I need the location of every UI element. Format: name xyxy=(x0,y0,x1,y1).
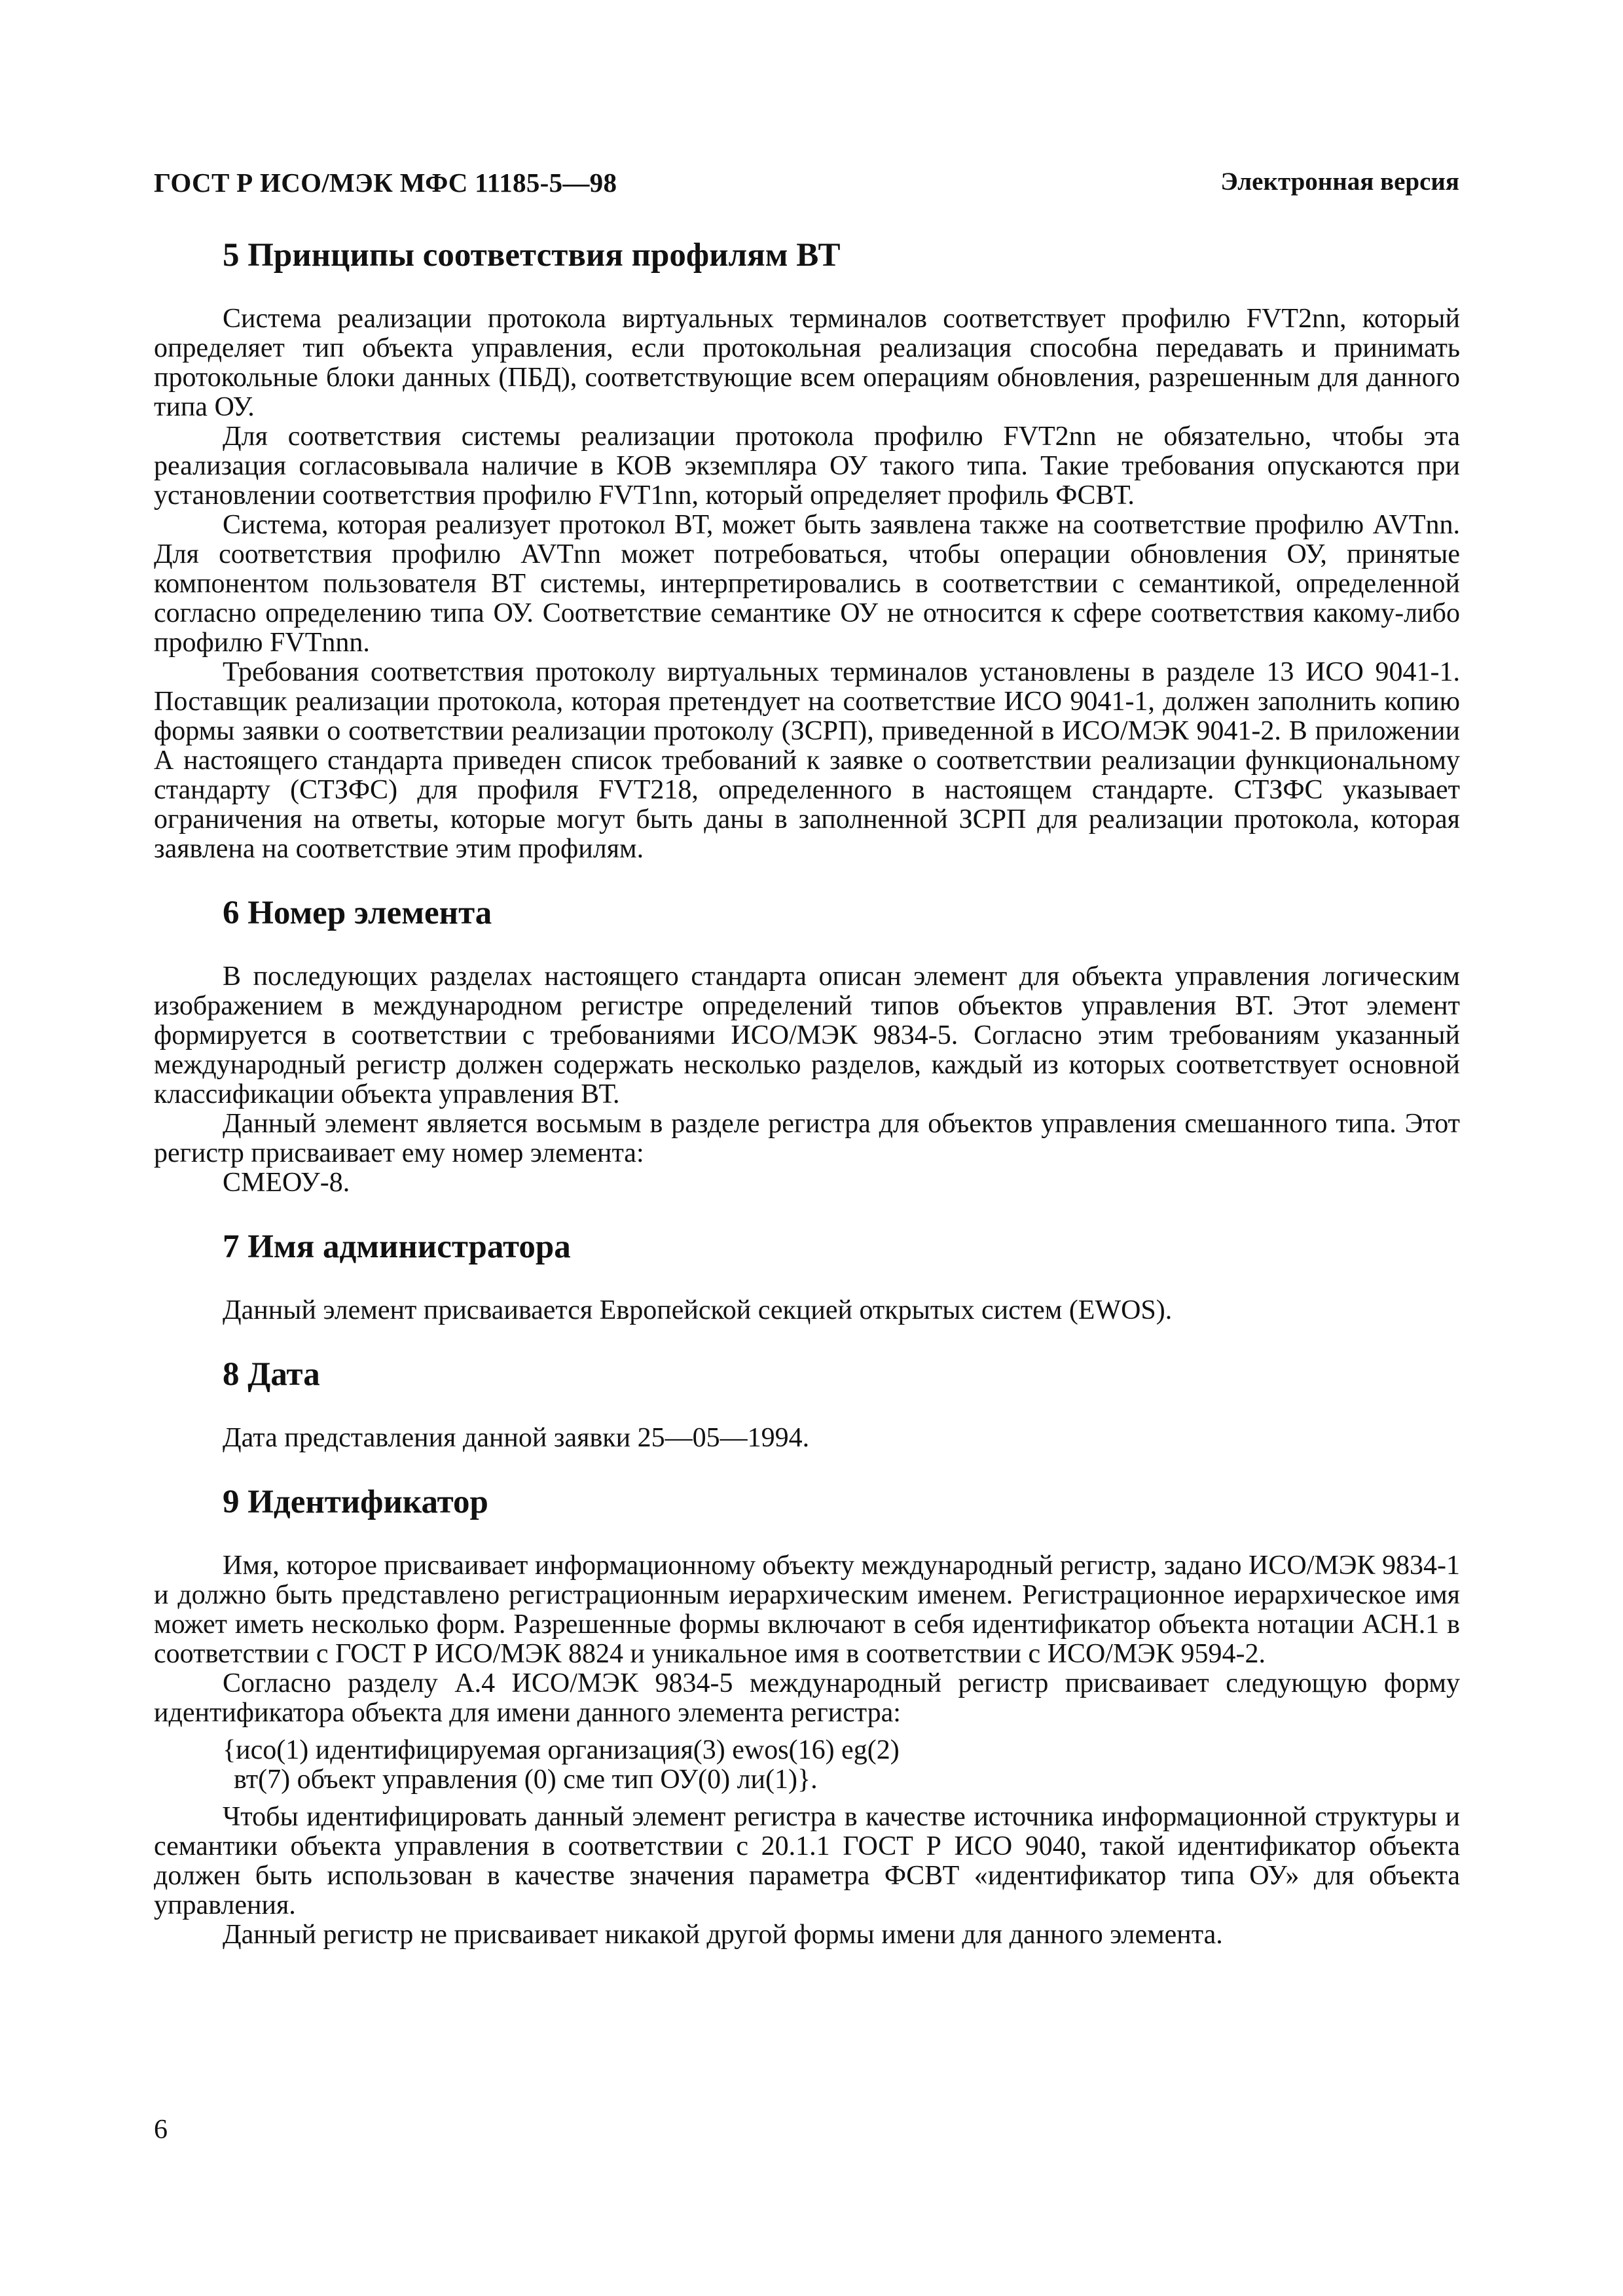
section-6-title: 6 Номер элемента xyxy=(223,895,492,931)
page-content xyxy=(154,232,1460,1950)
page-header xyxy=(154,167,1459,206)
standard-designation: ГОСТ Р ИСО/МЭК МФС 11185-5—98 xyxy=(154,168,617,198)
identifier-formula-line-2: вт(7) объект управления (0) сме тип ОУ(0) ли(1)}. xyxy=(234,1765,818,1795)
section-6-element-number: СМЕОУ-8. xyxy=(223,1168,350,1198)
section-9-paragraph-4: Данный регистр не присваивает никакой другой формы имени для данного элемента. xyxy=(223,1920,1223,1950)
section-5-paragraph-1: Система реализации протокола виртуальных терминалов соответствует профилю FVT2nn, который определяет тип объекта управления, если протокольная реализация способна передавать и принимать протокольные блоки данных (ПБД), соответствующие всем операциям обновления, разрешенным для данного типа ОУ. xyxy=(154,304,1460,422)
section-7-paragraph-1: Данный элемент присваивается Европейской секцией открытых систем (EWOS). xyxy=(223,1295,1173,1325)
section-8-title: 8 Дата xyxy=(223,1356,320,1393)
identifier-formula-line-1: {исо(1) идентифицируемая организация(3) ewos(16) eg(2) xyxy=(223,1735,900,1765)
section-6-paragraph-1: В последующих разделах настоящего стандарта описан элемент для объекта управления логическим изображением в международном регистре определений типов объектов управления ВТ. Этот элемент формируется в соответствии с требованиями ИСО/МЭК 9834-5. Согласно этим требованиям указанный международный регистр должен содержать несколько разделов, каждый из которых соответствует основной классификации объекта управления ВТ. xyxy=(154,961,1460,1109)
section-5-title: 5 Принципы соответствия профилям ВТ xyxy=(223,237,841,274)
section-5-paragraph-4: Требования соответствия протоколу виртуальных терминалов установлены в разделе 13 ИСО 9041-1. Поставщик реализации протокола, которая претендует на соответствие ИСО 9041-1, должен заполнить копию формы заявки о соответствии реализации протоколу (ЗСРП), приведенной в ИСО/МЭК 9041-2. В приложении А настоящего стандарта приведен список требований к заявке о соответствии реализации функциональному стандарту (СТЗФС) для профиля FVT218, определенного в настоящем стандарте. СТЗФС указывает ограничения на ответы, которые могут быть даны в заполненной ЗСРП для реализации протокола, которая заявлена на соответствие этим профилям. xyxy=(154,657,1460,864)
version-label: Электронная версия xyxy=(1220,168,1459,196)
section-5-paragraph-2: Для соответствия системы реализации протокола профилю FVT2nn не обязательно, чтобы эта реализация согласовывала наличие в КОВ экземпляра ОУ такого типа. Такие требования опускаются при установлении соответствия профилю FVT1nn, который определяет профиль ФСВТ. xyxy=(154,422,1460,511)
section-9-paragraph-2: Согласно разделу А.4 ИСО/МЭК 9834-5 международный регистр присваивает следующую форму идентификатора объекта для имени данного элемента регистра: xyxy=(154,1668,1460,1728)
section-9-title: 9 Идентификатор xyxy=(223,1484,488,1520)
section-5-paragraph-3: Система, которая реализует протокол ВТ, может быть заявлена также на соответствие профилю AVTnn. Для соответствия профилю AVTnn может потребоваться, чтобы операции обновления ОУ, принятые компонентом пользователя ВТ системы, интерпретировались в соответствии с семантикой, определенной согласно определению типа ОУ. Соответствие семантике ОУ не относится к сфере соответствия какому-либо профилю FVTnnn. xyxy=(154,510,1460,658)
page-number: 6 xyxy=(154,2115,168,2145)
section-7-title: 7 Имя администратора xyxy=(223,1229,571,1265)
section-8-paragraph-1: Дата представления данной заявки 25—05—1994. xyxy=(223,1423,810,1453)
section-6-paragraph-2: Данный элемент является восьмым в разделе регистра для объектов управления смешанного типа. Этот регистр присваивает ему номер элемента: xyxy=(154,1109,1460,1168)
section-9-paragraph-3: Чтобы идентифицировать данный элемент регистра в качестве источника информационной структуры и семантики объекта управления в соответствии с 20.1.1 ГОСТ Р ИСО 9040, такой идентификатор объекта должен быть использован в качестве значения параметра ФСВТ «идентификатор типа ОУ» для объекта управления. xyxy=(154,1802,1460,1920)
section-9-paragraph-1: Имя, которое присваивает информационному объекту международный регистр, задано ИСО/МЭК 9834-1 и должно быть представлено регистрационным иерархическим именем. Регистрационное иерархическое имя может иметь несколько форм. Разрешенные формы включают в себя идентификатор объекта нотации АСН.1 в соответствии с ГОСТ Р ИСО/МЭК 8824 и уникальное имя в соответствии с ИСО/МЭК 9594-2. xyxy=(154,1551,1460,1669)
